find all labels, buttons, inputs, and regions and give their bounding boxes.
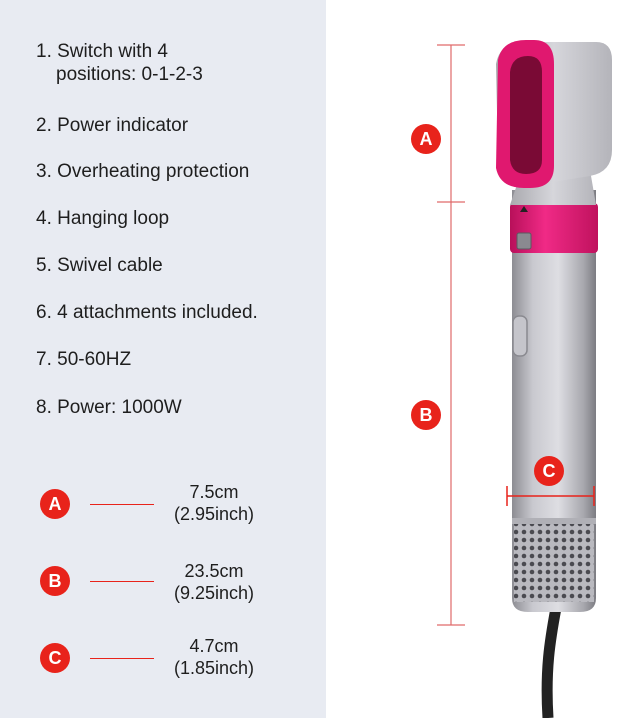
feature-item-4: 4. Hanging loop — [36, 208, 170, 229]
feature-item-7: 7. 50-60HZ — [36, 349, 132, 370]
legend-a-cm: 7.5cm — [189, 482, 239, 502]
legend-b-cm: 23.5cm — [184, 561, 244, 581]
feature-1-line2: positions: 0-1-2-3 — [56, 64, 203, 85]
legend-b-inch: (9.25inch) — [173, 583, 255, 603]
legend-badge-c: C — [40, 643, 70, 673]
power-switch-icon — [517, 233, 531, 249]
legend-badge-a: A — [40, 489, 70, 519]
marker-badge-a: A — [411, 124, 441, 154]
feature-item-8: 8. Power: 1000W — [36, 397, 182, 418]
side-button — [513, 316, 527, 356]
legend-a-inch: (2.95inch) — [173, 504, 255, 524]
swivel-cable — [547, 608, 556, 718]
feature-item-6: 6. 4 attachments included. — [36, 302, 258, 323]
legend-badge-b: B — [40, 566, 70, 596]
feature-item-5: 5. Swivel cable — [36, 255, 163, 276]
legend-c-inch: (1.85inch) — [173, 658, 255, 678]
feature-item-2: 2. Power indicator — [36, 115, 189, 136]
marker-badge-c: C — [534, 456, 564, 486]
feature-1-line1: 1. Switch with 4 — [36, 41, 168, 62]
marker-badge-b: B — [411, 400, 441, 430]
air-vent-grille — [514, 522, 594, 602]
feature-item-3: 3. Overheating protection — [36, 161, 250, 182]
legend-c-cm: 4.7cm — [189, 636, 239, 656]
